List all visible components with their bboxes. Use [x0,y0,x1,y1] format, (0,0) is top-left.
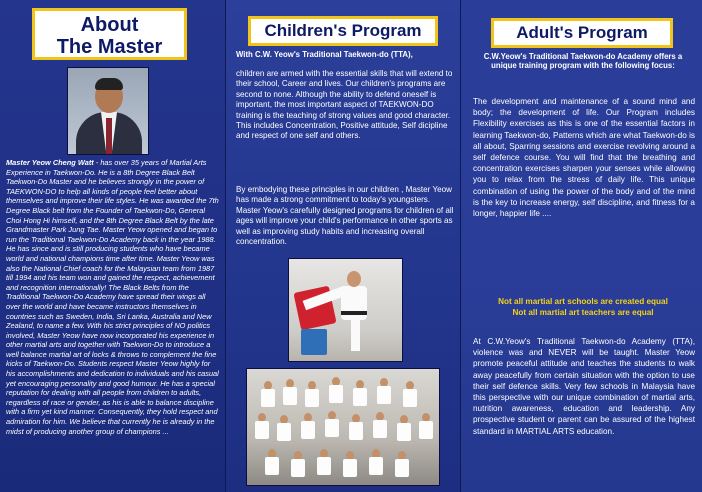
adults-paragraph-1: The development and maintenance of a sound mind and body; the development of life. Our Program includes Flexibility exercises as this is one of the essential factors in learning Taekwon-do, Patterns which are what Taekwon-do is all about, Sparring sessions and exercise revolving around a self defence course. You will find that the breathing and concentration exercises sharpen your senses while allowing you to relax from the stress of daily life. This unique combination of using the power of the body and of the mind is the key to increase energy, self discipline, and fitness for a longer, happier life .... [473,97,695,219]
highlight-schools: Not all martial art schools are created equal [498,297,668,306]
about-master-title [32,8,187,60]
adults-program-panel [461,0,702,492]
master-portrait-photo [67,67,149,155]
highlight-teachers: Not all martial art teachers are equal [512,308,654,317]
childrens-program-title: Children's Program [248,16,438,46]
about-master-body: - has over 35 years of Martial Arts Experience in Taekwon-Do. He is a 8th Degree Black Belt Taekwon-Do Master and he believes strongly in the power of TAEKWON-DO to help all kinds of people feel better about themselves and improve their life styles. He was awarded the 7th Degree Black belt from the Founder of Taekwon-Do, General Choi Hong Hi himself, and the 8th Degree Black Belt by the late Grandmaster Park Jung Tae. Master Yeow opened and began to run the Traditional Taekwon-Do Academy back in the year 1988. He has since and is still producing students who have became world and national champions time after time. Master Yeow was also the National Chief coach for the Malaysian team from 1987 till 1994 and his team won and gained the respect, achievement and recognition internationally! The Black Belts from the Traditional Taekwon-Do Academy have spread their wings all over the world and have became instructors themselves in countries such as Sweden, India, Sri Lanka, Australia and New Zealand, to name a few. With his strict principles of NO politics involved, Master Yeow have now incorporated his experience in other martial arts and together with Taekwon-Do to introduce a well balance martial art of locks & throws to complement the fine kicks of Taekwon-Do. Students respect Master Yeow highly for his accomplishments and dedication to individuals and his casual yet encouraging personality and good humour. He has a special reputation for dealing with all people from children to adults, regardless of race or gender, as his is able to balance discipline with a firm yet kind manner. Consequently, they hold respect and admiration for him. We believe that currently he is already in the midst of producing another group of champions ... [6,158,219,436]
about-title-line1: About [80,14,139,36]
master-name: Master Yeow Cheng Watt [6,158,94,167]
kicking-student-photo [288,258,403,362]
group-students-photo [246,368,440,486]
about-master-panel [0,0,225,492]
adults-paragraph-2: At C.W.Yeow's Traditional Taekwon-do Academy (TTA), violence was and NEVER will be taught. Master Yeow promote peaceful attitude and teaches the students to walk away peacefully from certain situation with the option to use their self defence skills. Very few schools in Malaysia have this perspective with our unique combination of martial arts, nutrition awareness, education and leadership. Any prospective student or parent can be assured of the highest standard in MARTIAL ARTS education. [473,337,695,436]
childrens-paragraph-2: By embodying these principles in our children , Master Yeow has made a strong commitment to today's youngsters. Master Yeow's carefully designed programs for children of all ages will improve your child's performance in other sports as well as improving study habits and increasing overall concentration. [236,185,454,247]
about-title-line2: The Master [56,36,163,58]
adults-intro: C.W.Yeow's Traditional Taekwon-do Academy offers a unique training program with the following focus: [483,52,683,71]
childrens-intro: With C.W. Yeow's Traditional Taekwon-do (TTA), [236,50,413,59]
about-master-text [6,158,220,436]
adults-program-title: Adult's Program [491,18,673,48]
childrens-paragraph-1: children are armed with the essential skills that will extend to their school, Career and lives. Our children's programs are second to none. Although the ability to defend oneself is important, the most important aspect of TAEKWON-DO training is the teaching of strong values and good character. This includes Concentration, Positive attitude, Self dicipline and respect of one self and others. [236,69,453,141]
childrens-program-panel [226,0,460,492]
